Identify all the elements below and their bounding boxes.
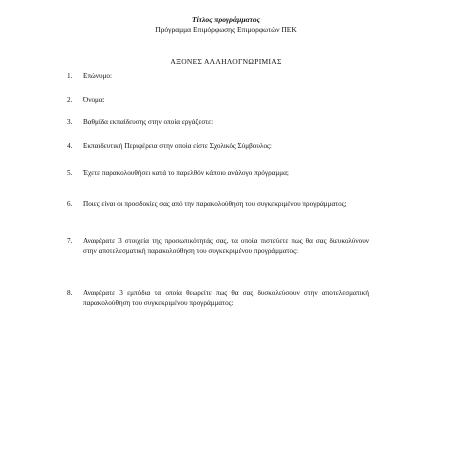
question-text: Ποιες είναι οι προσδοκίες σας από την παρακολούθηση του συγκεκριμένου προγράμματος; — [83, 200, 347, 208]
question-text: Αναφέρατε 3 εμπόδια τα οποία θεωρείτε πως θα σας δυσκολεύσουν στην αποτελεσματική παρακολούθηση του συγκεκριμένου προγράμματος: — [83, 289, 369, 307]
question-number: 7. — [67, 237, 73, 245]
question-number: 3. — [67, 118, 73, 126]
program-subtitle: Πρόγραμμα Επιμόρφωσης Επιμορφωτών ΠΕΚ — [155, 25, 297, 34]
question-number: 2. — [67, 96, 73, 104]
question-text: Επώνυμο: — [83, 72, 113, 80]
question-number: 5. — [67, 169, 73, 177]
question-text: Αναφέρατε 3 στοιχεία της προσωπικότητάς σας, τα οποία πιστεύετε πως θα σας διευκολύνουν στην αποτελεσματική παρακολούθηση του συγκεκριμένου προγράμματος: — [83, 237, 369, 255]
question-text: Εκπαιδευτική Περιφέρεια στην οποία είστε Σχολικός Σύμβουλος: — [83, 142, 272, 150]
question-text: Βαθμίδα εκπαίδευσης στην οποία εργάζεστε: — [83, 118, 214, 126]
question-text: Έχετε παρακολουθήσει κατά το παρελθόν κάποιο ανάλογο πρόγραμμα; — [83, 169, 289, 177]
question-number: 4. — [67, 142, 73, 150]
question-number: 8. — [67, 289, 73, 297]
question-number: 1. — [67, 72, 73, 80]
question-number: 6. — [67, 200, 73, 208]
question-text: Όνομα: — [83, 96, 105, 104]
program-title: Τίτλος προγράμματος — [192, 15, 260, 24]
section-heading: ΑΞΟΝΕΣ ΑΛΛΗΛΟΓΝΩΡΙΜΙΑΣ — [170, 57, 282, 66]
